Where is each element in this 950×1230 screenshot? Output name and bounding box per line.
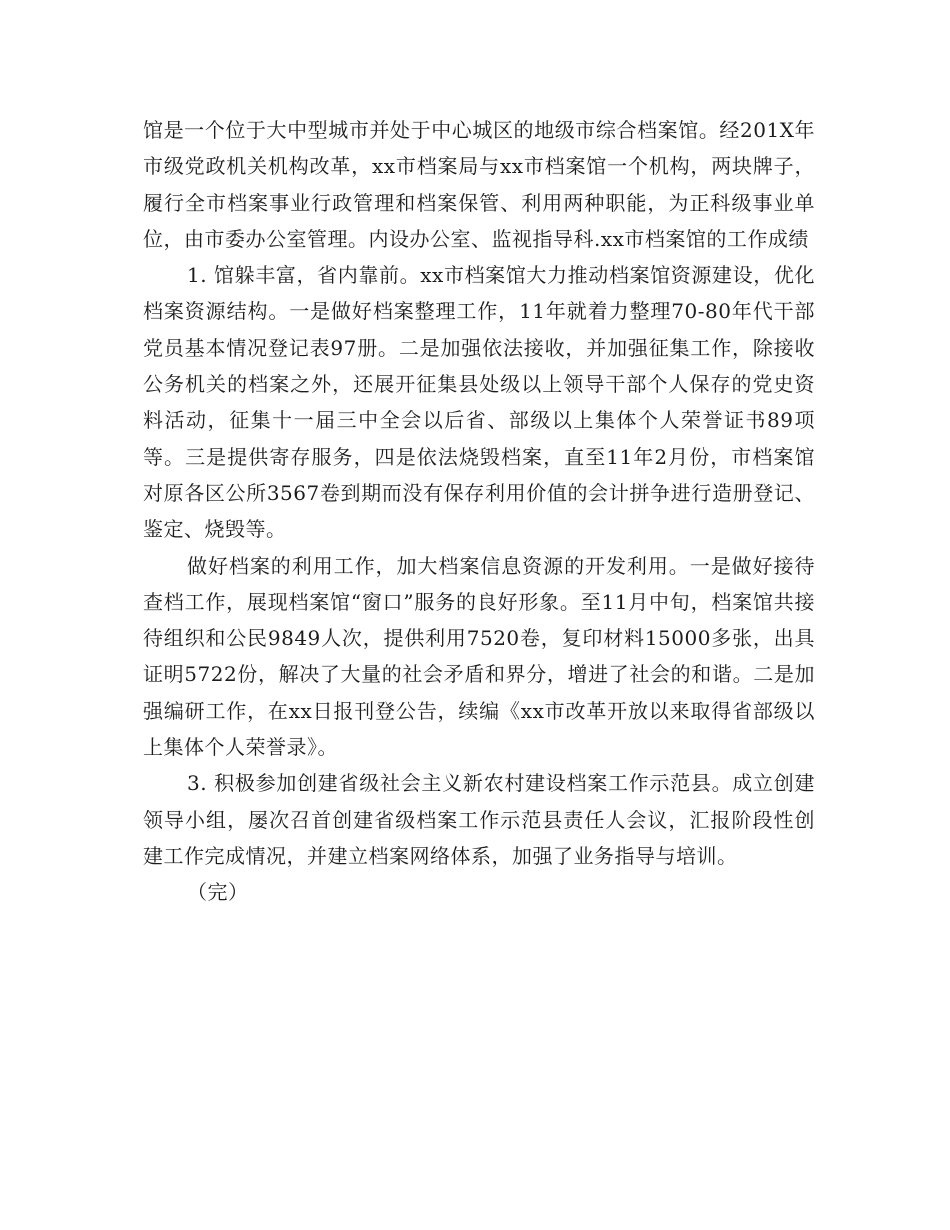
paragraph-utilization: 做好档案的利用工作，加大档案信息资源的开发利用。一是做好接待查档工作，展现档案馆“窗口”服务的良好形象。至11月中旬，档案馆共接待组织和公民9849人次，提供利用7520卷，复印材料15000多张，出具证明5722份，解决了大量的社会矛盾和界分，增进了社会的和谐。二是加强编研工作，在xx日报刊登公告，续编《xx市改革开放以来取得省部级以上集体个人荣誉录》。 xyxy=(143,553,815,760)
paragraph-item-1: 1. 馆躲丰富，省内靠前。xx市档案馆大力推动档案馆资源建设，优化档案资源结构。一是做好档案整理工作，11年就着力整理70-80年代干部党员基本情况登记表97册。二是加强依法接收，并加强征集工作，除接收公务机关的档案之外，还展开征集县处级以上领导干部个人保存的党史资料活动，征集十一届三中全会以后省、部级以上集体个人荣誉证书89项等。三是提供寄存服务，四是依法烧毁档案，直至11年2月份，市档案馆对原各区公所3567卷到期而没有保存利用价值的会计拼争进行造册登记、鉴定、烧毁等。 xyxy=(143,263,815,542)
document-body xyxy=(143,112,815,911)
paragraph-end-mark: （完） xyxy=(187,880,249,905)
paragraph-intro: 馆是一个位于大中型城市并处于中心城区的地级市综合档案馆。经201X年市级党政机关机构改革，xx市档案局与xx市档案馆一个机构，两块牌子，履行全市档案事业行政管理和档案保管、利用两种职能，为正科级事业单位，由市委办公室管理。内设办公室、监视指导科.xx市档案馆的工作成绩 xyxy=(143,118,815,251)
paragraph-item-3: 3. 积极参加创建省级社会主义新农村建设档案工作示范县。成立创建领导小组，屡次召首创建省级档案工作示范县责任人会议，汇报阶段性创建工作完成情况，并建立档案网络体系，加强了业务指导与培训。 xyxy=(143,771,815,868)
